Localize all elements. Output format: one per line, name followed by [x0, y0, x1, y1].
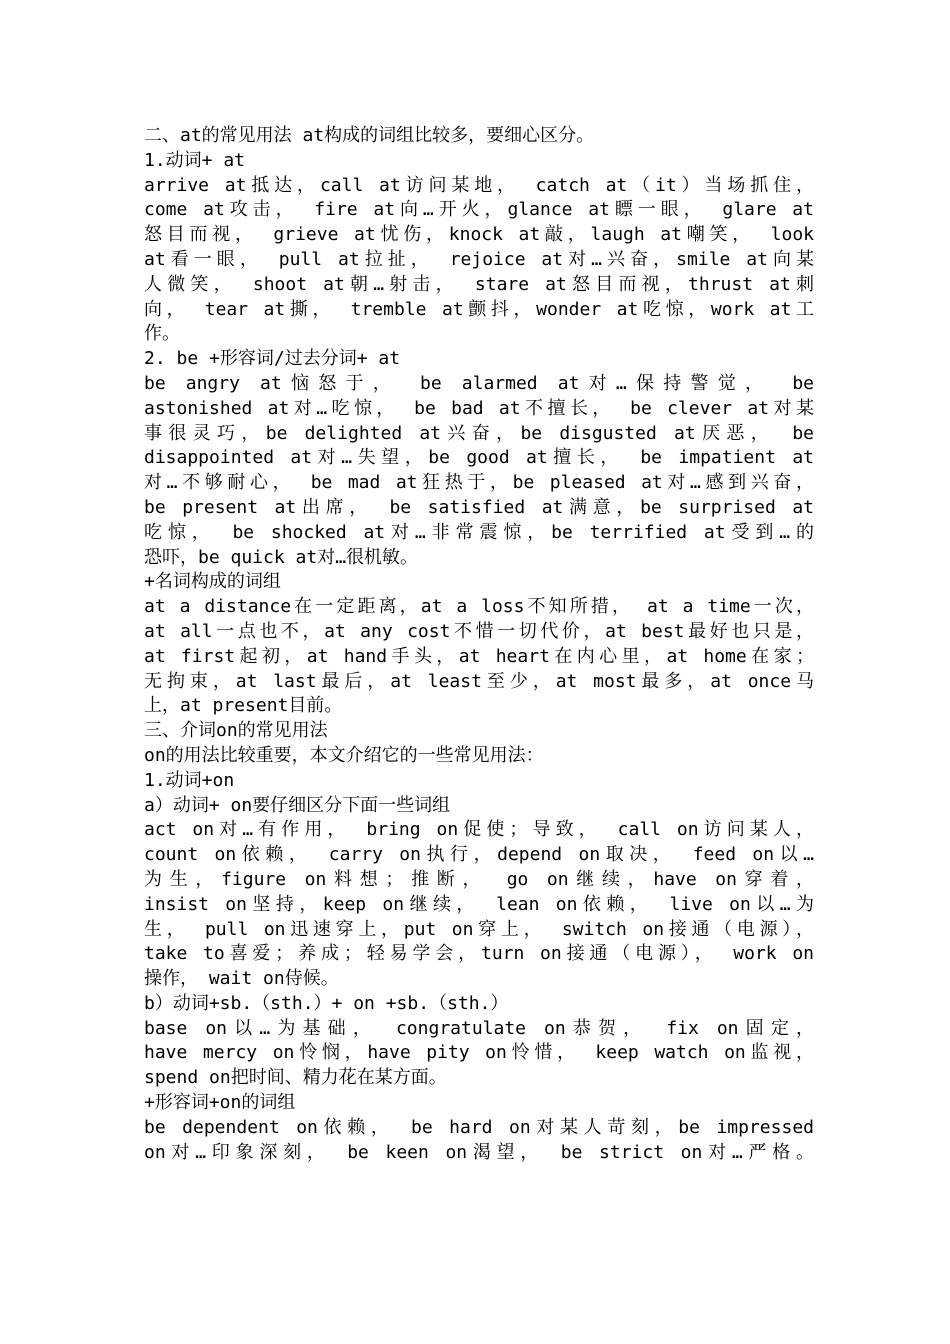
subsection-heading: 2. be +形容词/过去分词+ at	[144, 348, 401, 370]
text-line: on的用法比较重要，本文介绍它的一些常见用法：	[144, 744, 544, 766]
subsection-heading: +名词构成的词组	[144, 571, 281, 593]
subsection-heading: 1.动词+on	[144, 769, 235, 791]
text-line: 吃惊， be shocked at对…非常震惊，be terrified at受到…的	[144, 521, 814, 543]
text-line: base on以…为基础， congratulate on恭贺， fix on固定，	[144, 1017, 814, 1039]
text-line: 无拘束，at last最后，at least至少，at most最多，at once马	[144, 670, 814, 692]
text-line: spend on把时间、精力花在某方面。	[144, 1067, 447, 1089]
section-heading: 二、at的常见用法 at构成的词组比较多，要细心区分。	[144, 125, 595, 146]
text-line: be angry at恼怒于， be alarmed at对…保持警觉， be	[144, 372, 814, 394]
text-line: 向， tear at撕， tremble at颤抖，wonder at吃惊，work at工	[144, 298, 814, 320]
text-line: insist on坚持，keep on继续， lean on依赖， live on以…为	[144, 893, 814, 915]
text-line: disappointed at对…失望，be good at擅长， be impatient at	[144, 447, 814, 469]
text-line: 恐吓，be quick at对…很机敏。	[144, 546, 419, 568]
text-line: come at攻击， fire at向…开火，glance at瞟一眼， glare at	[144, 199, 814, 221]
text-line: act on对…有作用， bring on促使；导致， call on访问某人，	[144, 819, 814, 841]
text-line: at a distance在一定距离，at a loss不知所措， at a time一次，	[144, 596, 814, 618]
subsection-heading: a）动词+ on要仔细区分下面一些词组	[144, 794, 451, 816]
text-line: be present at出席， be satisfied at满意，be surprised at	[144, 496, 814, 518]
text-line: have mercy on怜悯，have pity on怜惜， keep watch on监视，	[144, 1042, 814, 1064]
section-heading: 三、介词on的常见用法	[144, 720, 328, 742]
text-line: 操作， wait on侍候。	[144, 968, 339, 990]
text-line: count on依赖， carry on执行，depend on取决， feed on以…	[144, 844, 814, 866]
text-line: astonished at对…吃惊， be bad at不擅长， be clever at对某	[144, 397, 814, 419]
text-line: 对…不够耐心， be mad at狂热于，be pleased at对…感到兴奋，	[144, 472, 814, 494]
text-line: 人微笑， shoot at朝…射击， stare at怒目而视，thrust at刺	[144, 273, 814, 295]
text-line: be dependent on依赖， be hard on对某人苛刻，be impressed	[144, 1116, 814, 1138]
document-body	[144, 124, 814, 1165]
text-line: 为生，figure on料想；推断， go on继续，have on穿着，	[144, 868, 814, 890]
text-line: at all一点也不，at any cost不惜一切代价，at best最好也只是，	[144, 620, 814, 642]
text-line: 生， pull on迅速穿上，put on穿上， switch on接通（电源），	[144, 918, 814, 940]
text-line: 作。	[144, 323, 180, 345]
subsection-heading: b）动词+sb.（sth.）+ on +sb.（sth.）	[144, 992, 509, 1014]
text-line: 怒目而视， grieve at忧伤，knock at敲，laugh at嘲笑， look	[144, 224, 814, 246]
text-line: at看一眼， pull at拉扯， rejoice at对…兴奋，smile at向某	[144, 248, 814, 270]
text-line: arrive at抵达，call at访问某地， catch at（it）当场抓住，	[144, 174, 814, 196]
subsection-heading: +形容词+on的词组	[144, 1092, 296, 1114]
text-line: 上，at present目前。	[144, 695, 343, 717]
text-line: 事很灵巧，be delighted at兴奋，be disgusted at厌恶， be	[144, 422, 814, 444]
text-line: take to喜爱；养成；轻易学会，turn on接通（电源）， work on	[144, 943, 814, 965]
text-line: at first起初，at hand手头，at heart在内心里，at home在家；	[144, 645, 814, 667]
subsection-heading: 1.动词+ at	[144, 149, 246, 171]
text-line: on对…印象深刻， be keen on渴望， be strict on对…严格。	[144, 1141, 814, 1163]
